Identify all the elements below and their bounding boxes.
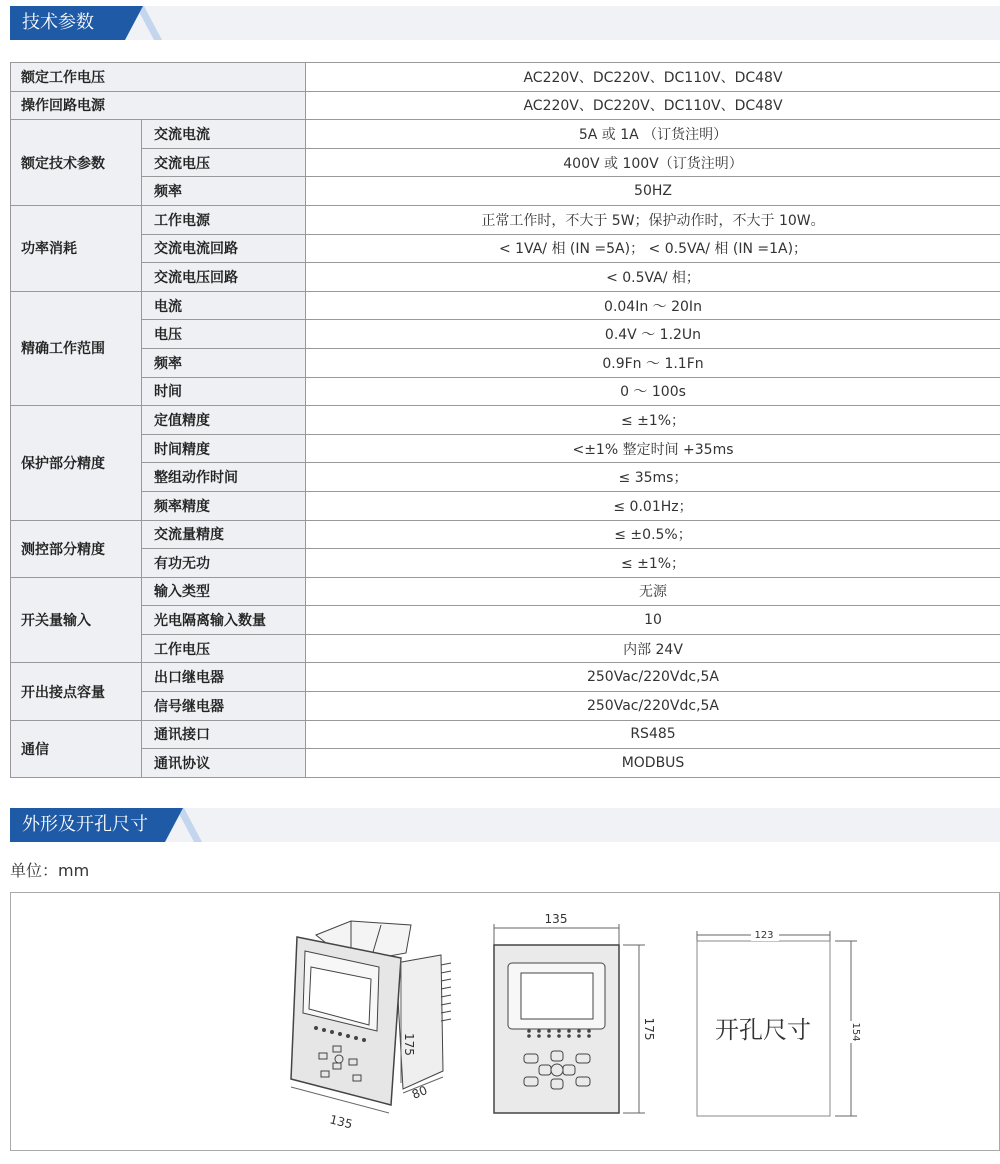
table-row [11,663,1000,692]
category-cell: 保护部分精度 [11,406,142,520]
param-cell: 通讯接口 [142,720,306,749]
category-cell: 操作回路电源 [11,91,306,120]
value-cell: 正常工作时，不大于 5W；保护动作时，不大于 10W。 [306,205,1000,234]
cutout-height-label: 154 [850,1022,861,1042]
section-title-tech: 技术参数 [10,6,125,40]
table-row [11,291,1000,320]
param-cell: 输入类型 [142,577,306,606]
value-cell: 0 ～ 100s [306,377,1000,406]
value-cell: 50HZ [306,177,1000,206]
table-row [11,692,1000,721]
category-cell: 测控部分精度 [11,520,142,577]
category-cell: 开出接点容量 [11,663,142,720]
table-row [11,234,1000,263]
table-row [11,606,1000,635]
param-cell: 信号继电器 [142,692,306,721]
param-cell: 电流 [142,291,306,320]
param-cell: 交流电压 [142,148,306,177]
table-row [11,406,1000,435]
category-cell: 精确工作范围 [11,291,142,405]
param-cell: 通讯协议 [142,749,306,778]
param-cell: 整组动作时间 [142,463,306,492]
front-height-label: 175 [642,1017,656,1041]
param-cell: 交流量精度 [142,520,306,549]
table-row [11,520,1000,549]
param-cell: 定值精度 [142,406,306,435]
table-row [11,549,1000,578]
param-cell: 出口继电器 [142,663,306,692]
table-row [11,177,1000,206]
value-cell: 无源 [306,577,1000,606]
param-cell: 频率 [142,177,306,206]
table-row [11,377,1000,406]
iso-height-label: 175 [402,1033,416,1056]
table-row [11,348,1000,377]
value-cell: 0.4V ～ 1.2Un [306,320,1000,349]
value-cell: AC220V、DC220V、DC110V、DC48V [306,91,1000,120]
iso-width-label: 135 [328,1112,354,1132]
param-cell: 频率 [142,348,306,377]
cutout-width-label: 123 [754,930,774,941]
table-row [11,720,1000,749]
table-row [11,205,1000,234]
table-row [11,749,1000,778]
category-cell: 开关量输入 [11,577,142,663]
category-cell: 功率消耗 [11,205,142,291]
category-cell: 额定工作电压 [11,63,306,92]
value-cell: MODBUS [306,749,1000,778]
category-cell: 额定技术参数 [11,120,142,206]
table-row [11,320,1000,349]
value-cell: 250Vac/220Vdc,5A [306,692,1000,721]
category-cell: 通信 [11,720,142,777]
table-row [11,63,1000,92]
isometric-device-drawing [291,921,451,1113]
value-cell: ≤ ±1%； [306,549,1000,578]
value-cell: 内部 24V [306,634,1000,663]
table-row [11,434,1000,463]
value-cell: 10 [306,606,1000,635]
front-width-label: 135 [544,912,568,926]
value-cell: < 0.5VA/ 相； [306,263,1000,292]
param-cell: 时间 [142,377,306,406]
param-cell: 时间精度 [142,434,306,463]
value-cell: AC220V、DC220V、DC110V、DC48V [306,63,1000,92]
section-header-dimensions [10,808,1000,842]
param-cell: 交流电流回路 [142,234,306,263]
param-cell: 有功无功 [142,549,306,578]
table-row [11,148,1000,177]
table-row [11,91,1000,120]
table-row [11,634,1000,663]
param-cell: 工作电压 [142,634,306,663]
param-cell: 工作电源 [142,205,306,234]
cutout-title-label: 开孔尺寸 [715,1016,811,1044]
table-row [11,120,1000,149]
param-cell: 频率精度 [142,491,306,520]
param-cell: 光电隔离输入数量 [142,606,306,635]
table-row [11,463,1000,492]
value-cell: RS485 [306,720,1000,749]
value-cell: 250Vac/220Vdc,5A [306,663,1000,692]
value-cell: ≤ ±0.5%； [306,520,1000,549]
section-header-tech [10,6,1000,40]
value-cell: 0.9Fn ～ 1.1Fn [306,348,1000,377]
iso-depth-label: 80 [409,1083,430,1102]
param-cell: 电压 [142,320,306,349]
param-cell: 交流电流 [142,120,306,149]
param-cell: 交流电压回路 [142,263,306,292]
front-view-drawing [494,924,645,1113]
dimension-drawing-panel [10,892,1000,1151]
value-cell: ≤ 0.01Hz； [306,491,1000,520]
section-title-dimensions: 外形及开孔尺寸 [10,808,165,842]
table-row [11,577,1000,606]
value-cell: ≤ ±1%； [306,406,1000,435]
value-cell: 5A 或 1A （订货注明） [306,120,1000,149]
dimension-drawings [11,893,999,1150]
table-row [11,263,1000,292]
value-cell: ≤ 35ms； [306,463,1000,492]
value-cell: < 1VA/ 相 (IN =5A)； < 0.5VA/ 相 (IN =1A)； [306,234,1000,263]
value-cell: 400V 或 100V（订货注明） [306,148,1000,177]
spec-table [10,62,1000,778]
value-cell: 0.04In ～ 20In [306,291,1000,320]
table-row [11,491,1000,520]
value-cell: <±1% 整定时间 +35ms [306,434,1000,463]
unit-label: 单位：mm [10,861,90,880]
